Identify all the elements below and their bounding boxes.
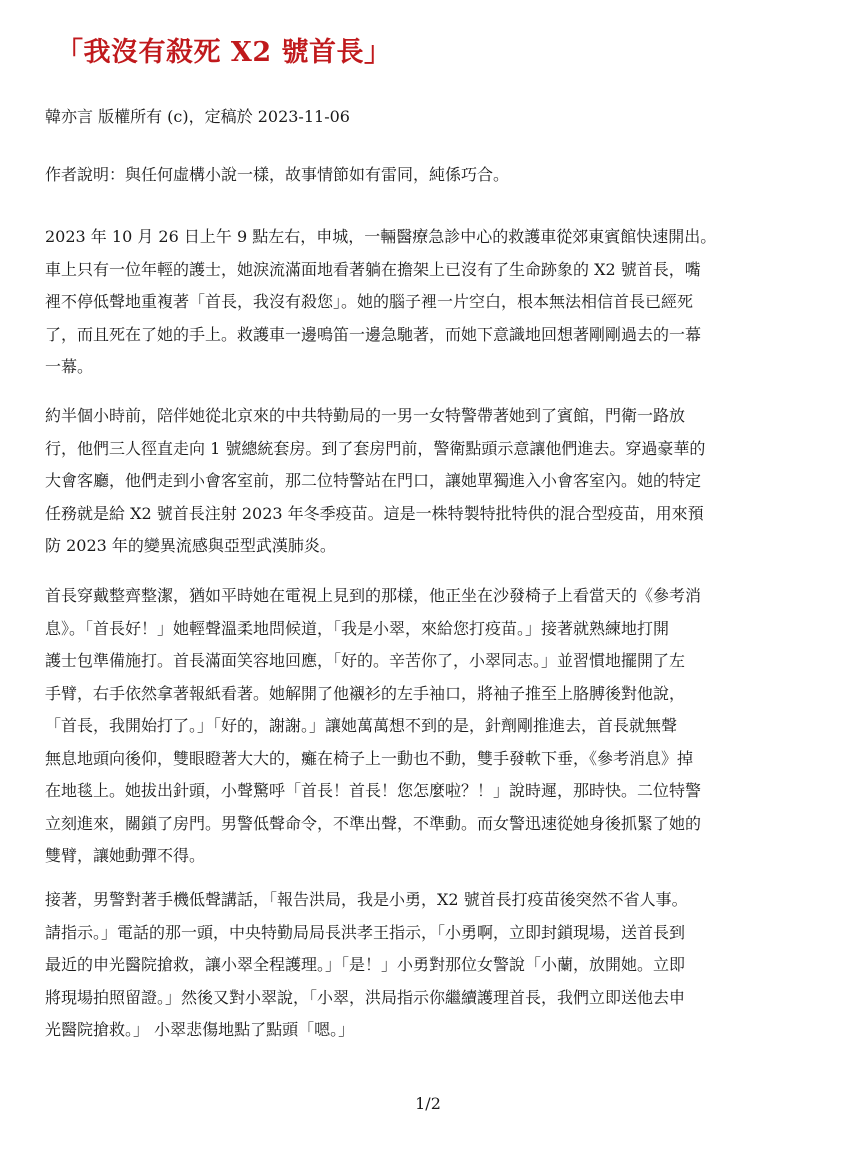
text-line: 光醫院搶救。」 小翠悲傷地點了點頭「嗯。」 — [45, 1020, 355, 1039]
text-line: 裡不停低聲地重複著「首長，我沒有殺您」。她的腦子裡一片空白，根本無法相信首長已經死 — [45, 292, 694, 311]
page-number: 1/2 — [415, 1094, 441, 1113]
document-title: 「我沒有殺死 X2 號首長」 — [56, 37, 392, 68]
copyright-line: 韓亦言 版權所有 (c)，定稿於 2023-11-06 — [45, 107, 350, 126]
text-line: 2023 年 10 月 26 日上午 9 點左右，申城，一輛醫療急診中心的救護車從郊東賓館快速開出。 — [45, 227, 717, 246]
text-line: 雙臂，讓她動彈不得。 — [45, 846, 206, 865]
text-line: 手臂，右手依然拿著報紙看著。她解開了他襯衫的左手袖口，將袖子推至上胳膊後對他說， — [45, 683, 686, 703]
paragraph-2 — [45, 400, 705, 563]
text-line: 在地毯上。她拔出針頭，小聲驚呼「首長！首長！您怎麼啦？！」說時遲，那時快。二位特警 — [45, 781, 702, 800]
text-line: 防 2023 年的變異流感與亞型武漢肺炎。 — [45, 536, 336, 555]
paragraph-3 — [45, 580, 701, 873]
text-line: 無息地頭向後仰，雙眼瞪著大大的，癱在椅子上一動也不動，雙手發軟下垂，《參考消息》掉 — [45, 748, 694, 768]
text-line: 請指示。」電話的那一頭，中央特勤局局長洪孝王指示，「小勇啊，立即封鎖現場，送首長到 — [45, 922, 686, 942]
text-line: 護士包準備施打。首長滿面笑容地回應，「好的。辛苦你了，小翠同志。」並習慣地擺開了左 — [45, 651, 686, 670]
text-line: 最近的申光醫院搶救，讓小翠全程護理。」「是！」小勇對那位女警說「小蘭，放開她。立即 — [45, 955, 686, 974]
text-line: 任務就是給 X2 號首長注射 2023 年冬季疫苗。這是一株特製特批特供的混合型疫苗，用來預 — [45, 503, 704, 523]
text-line: 一幕。 — [45, 357, 94, 376]
text-line: 息》。「首長好！」她輕聲溫柔地問候道，「我是小翠，來給您打疫苗。」接著就熟練地打開 — [45, 618, 670, 638]
paragraph-1 — [45, 221, 716, 384]
text-line: 了，而且死在了她的手上。救護車一邊鳴笛一邊急馳著，而她下意識地回想著剛剛過去的一幕 — [45, 324, 702, 344]
paragraph-4 — [45, 884, 688, 1047]
text-line: 車上只有一位年輕的護士，她淚流滿面地看著躺在擔架上已沒有了生命跡象的 X2 號首長，嘴 — [45, 259, 701, 279]
text-line: 接著，男警對著手機低聲講話，「報告洪局，我是小勇，X2 號首長打疫苗後突然不省人事。 — [45, 890, 688, 909]
text-line: 大會客廳，他們走到小會客室前，那二位特警站在門口，讓她單獨進入小會客室內。她的特定 — [45, 471, 702, 490]
author-note: 作者說明：與任何虛構小說一樣，故事情節如有雷同，純係巧合。 — [45, 165, 510, 184]
text-line: 將現場拍照留證。」然後又對小翠說，「小翠，洪局指示你繼續護理首長，我們立即送他去申 — [45, 987, 686, 1007]
text-line: 「首長，我開始打了。」「好的，謝謝。」讓她萬萬想不到的是，針劑剛推進去，首長就無聲 — [45, 716, 678, 735]
text-line: 立刻進來，關鎖了房門。男警低聲命令，不準出聲，不準動。而女警迅速從她身後抓緊了她的 — [45, 813, 702, 833]
text-line: 首長穿戴整齊整潔，猶如平時她在電視上見到的那樣，他正坐在沙發椅子上看當天的《參考消 — [45, 586, 702, 605]
text-line: 約半個小時前，陪伴她從北京來的中共特勤局的一男一女特警帶著她到了賓館，門衛一路放 — [45, 406, 686, 425]
text-line: 行，他們三人徑直走向 1 號總統套房。到了套房門前，警衛點頭示意讓他們進去。穿過豪華的 — [45, 438, 706, 458]
